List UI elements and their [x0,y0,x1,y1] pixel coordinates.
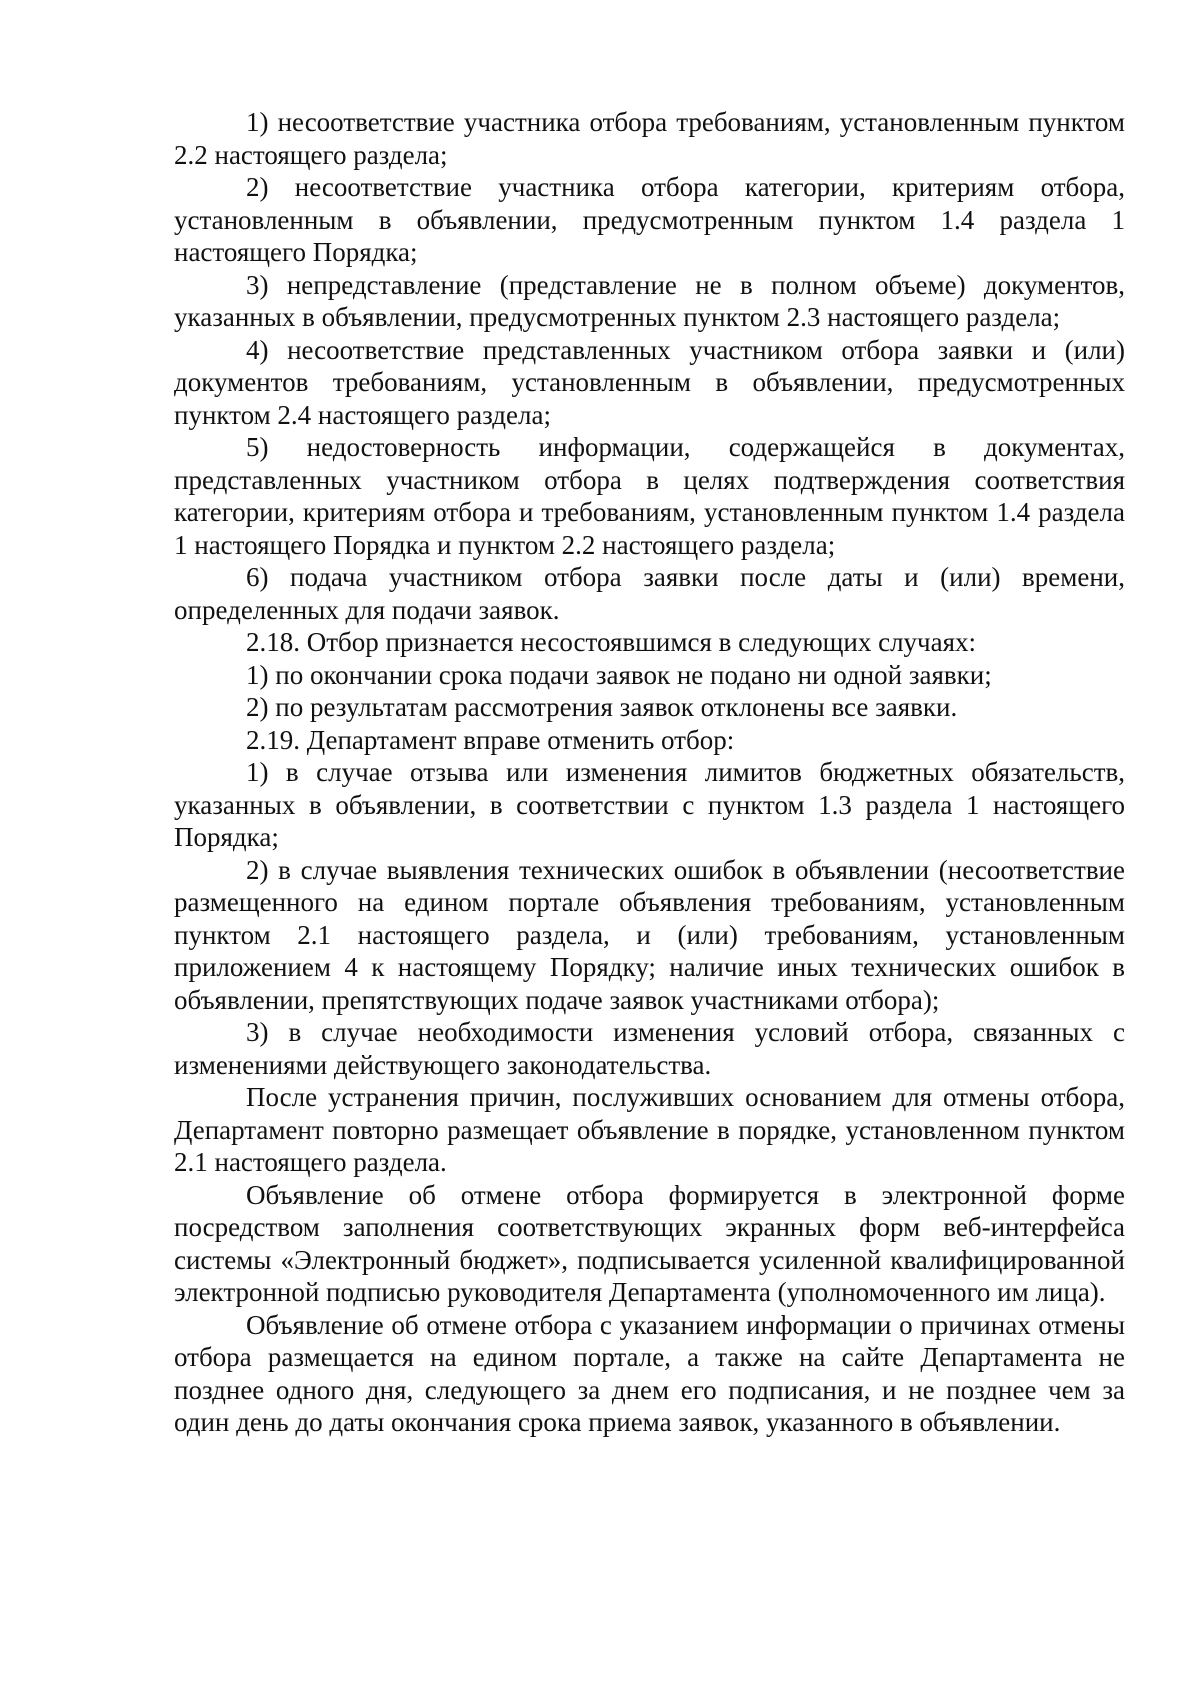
paragraph-2-19-item-2: 2) в случае выявления технических ошибок в объявлении (несоответствие размещенного на едином портале объявления требованиям, установленным пунктом 2.1 настоящего раздела, и (или) требованиям, установленным приложением 4 к настоящему Порядку; наличие иных технических ошибок в объявлении, препятствующих подаче заявок участниками отбора); [174,854,1125,1015]
paragraph-item-4: 4) несоответствие представленных участником отбора заявки и (или) документов требованиям, установленным в объявлении, предусмотренных пунктом 2.4 настоящего раздела; [174,334,1125,430]
section-2-19-heading: 2.19. Департамент вправе отменить отбор: [246,724,735,755]
paragraph-after-elimination: После устранения причин, послуживших основанием для отмены отбора, Департамент повторно размещает объявление в порядке, установленном пунктом 2.1 настоящего раздела. [174,1082,1125,1177]
section-2-18-heading: 2.18. Отбор признается несостоявшимся в следующих случаях: [246,627,977,657]
paragraph-item-2: 2) несоответствие участника отбора категории, критериям отбора, установленным в объявлении, предусмотренным пунктом 1.4 раздела 1 настоящего Порядка; [174,172,1125,267]
paragraph-2-19-item-1: 1) в случае отзыва или изменения лимитов бюджетных обязательств, указанных в объявлении, в соответствии с пунктом 1.3 раздела 1 настоящего Порядка; [174,757,1125,852]
paragraph-item-1: 1) несоответствие участника отбора требованиям, установленным пунктом 2.2 настоящего раздела; [174,107,1125,170]
paragraph-cancellation-notice-form: Объявление об отмене отбора формируется в электронной форме посредством заполнения соответствующих экранных форм веб-интерфейса системы «Электронный бюджет», подписывается усиленной квалифицированной электронной подписью руководителя Департамента (уполномоченного им лица). [174,1179,1125,1307]
document-page [174,106,1125,1439]
paragraph-2-18-item-2: 2) по результатам рассмотрения заявок отклонены все заявки. [246,692,958,722]
paragraph-2-19-item-3: 3) в случае необходимости изменения условий отбора, связанных с изменениями действующего законодательства. [174,1017,1125,1080]
paragraph-item-6: 6) подача участником отбора заявки после даты и (или) времени, определенных для подачи заявок. [174,562,1125,625]
paragraph-2-18-item-1: 1) по окончании срока подачи заявок не подано ни одной заявки; [246,659,992,690]
paragraph-item-3: 3) непредставление (представление не в полном объеме) документов, указанных в объявлении, предусмотренных пунктом 2.3 настоящего раздела; [174,269,1125,332]
paragraph-cancellation-notice-publication: Объявление об отмене отбора с указанием информации о причинах отмены отбора размещается на едином портале, а также на сайте Департамента не позднее одного дня, следующего за днем его подписания, и не позднее чем за один день до даты окончания срока приема заявок, указанного в объявлении. [174,1309,1125,1437]
paragraph-item-5: 5) недостоверность информации, содержащейся в документах, представленных участником отбора в целях подтверждения соответствия категории, критериям отбора и требованиям, установленным пунктом 1.4 раздела 1 настоящего Порядка и пунктом 2.2 настоящего раздела; [174,432,1125,560]
